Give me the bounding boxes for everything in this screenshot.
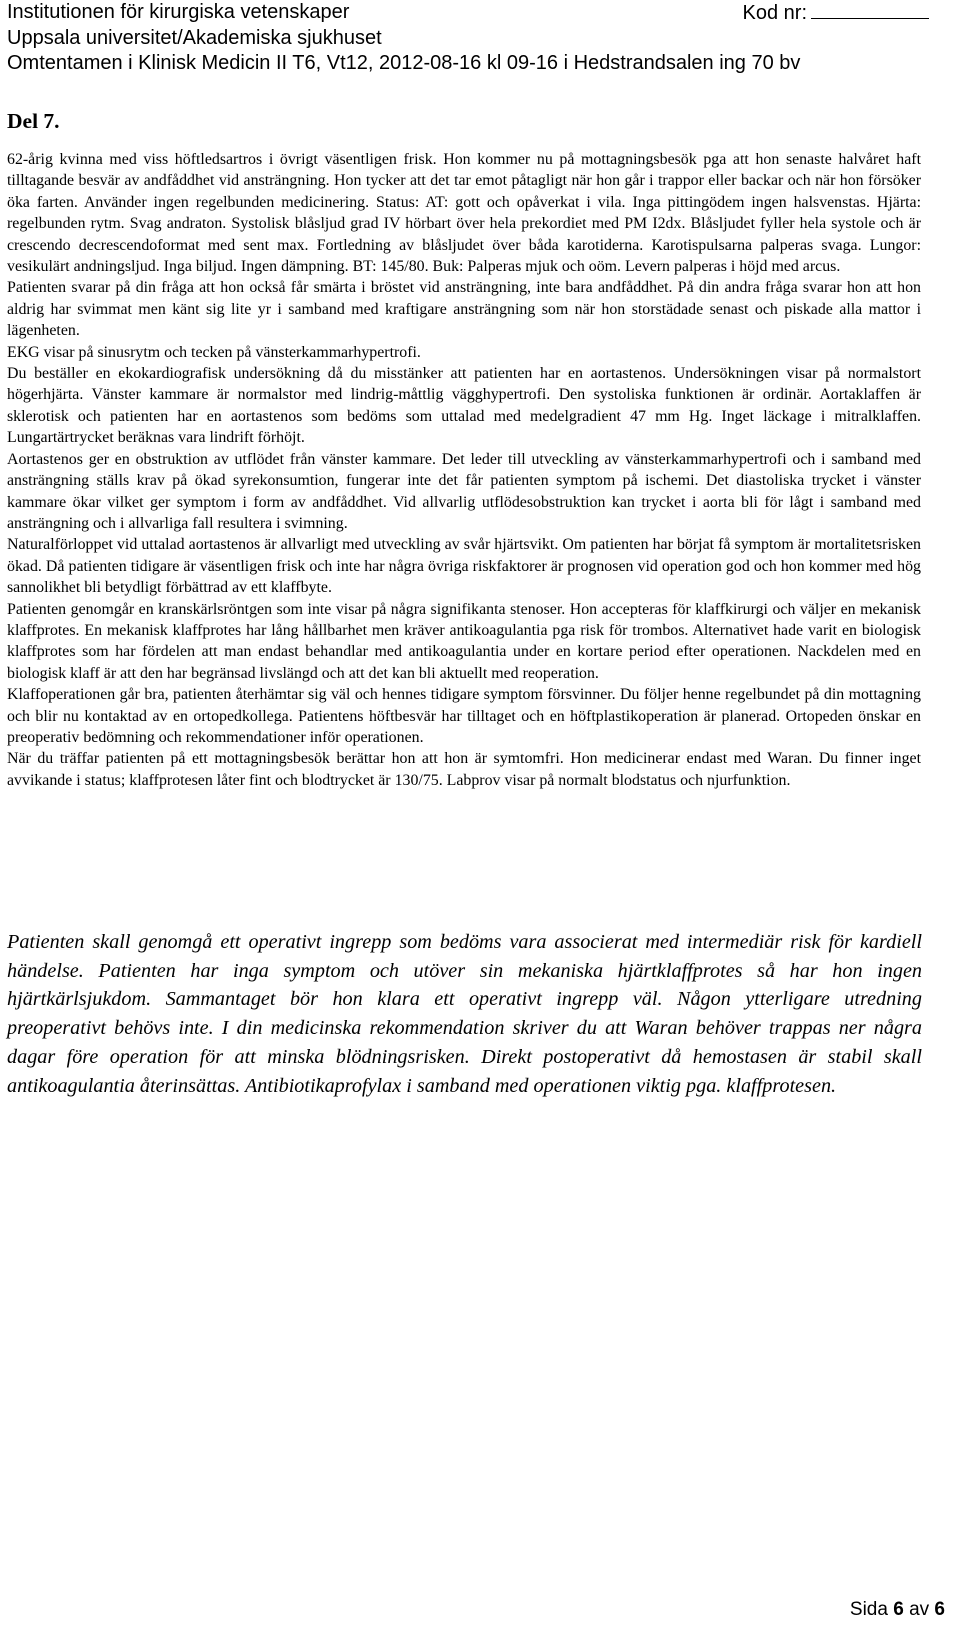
case-paragraph: När du träffar patienten på ett mottagningsbesök berättar hon att hon är symtomfri. Hon medicinerar endast med Waran. Du finner inget avvikande i status; klaffprotesen låter fint och blodtrycket är 130/75. Labprov visar på normalt blodstatus och njurfunktion. — [7, 750, 921, 789]
page-number — [850, 1598, 945, 1622]
page-label: Sida — [849, 1599, 888, 1620]
case-paragraph: Patienten svarar på din fråga att hon också får smärta i bröstet vid ansträngning, inte bara andfåddhet. På din andra fråga svarar hon att hon aldrig har svimmat men känt sig lite yr i samband med kraftigare ansträngning som när hon storstädade senast och piskade alla mattor i lägenheten. — [7, 279, 921, 340]
university-name: Uppsala universitet/Akademiska sjukhuset — [7, 26, 382, 49]
header-institution-line — [7, 0, 953, 26]
institution-name: Institutionen för kirurgiska vetenskaper — [7, 1, 350, 23]
code-number-blank — [811, 0, 929, 19]
current-page: 6 — [893, 1599, 904, 1620]
case-paragraph: Du beställer en ekokardiografisk undersökning då du misstänker att patienten har en aortastenos. Undersökningen visar på normalstort högerhjärta. Vänster kammare är normalstor med lindrig-måttlig vägghypertrofi. Den systoliska funktionen är ordinär. Aortaklaffen är sklerotisk och patienten har en aortastenos som bedöms som uttalad med medelgradient 47 mm Hg. Inget läckage i mitralklaffen. Lungartärtrycket beräknas vara lindrift förhöjt. — [7, 365, 921, 447]
case-paragraph: Patienten genomgår en kranskärlsröntgen som inte visar på några signifikanta stenoser. Hon accepteras för klaffkirurgi och väljer en mekanisk klaffprotes. En mekanisk klaffprotes har lång hållbarhet men kräver antikoagulantia pga risk för trombos. Alternativet hade varit en biologisk klaffprotes som har fördelen att man endast behandlar med antikoagulantia under en kortare period efter operationen. Nackdelen med en biologisk klaff är att den har begränsad livslängd och att det kan bli aktuellt med reoperation. — [7, 600, 921, 682]
case-paragraph: Naturalförloppet vid uttalad aortastenos är allvarligt med utveckling av svår hjärtsvikt. Om patienten har börjat få symptom är mortalitetsrisken ökad. Då patienten tidigare är väsentligen frisk och inte har några övriga riskfaktorer är prognosen vid operation god och hon kommer med hög sannolikhet bli betydligt förbättrad av ett klaffbyte. — [7, 536, 921, 597]
answer-text — [7, 928, 922, 1100]
case-paragraph: EKG visar på sinusrytm och tecken på vänsterkammarhypertrofi. — [7, 343, 421, 361]
page-separator: av — [909, 1599, 930, 1620]
code-number-field — [743, 0, 929, 27]
code-number-label: Kod nr: — [742, 2, 807, 24]
exam-info: Omtentamen i Klinisk Medicin II T6, Vt12, 2012-08-16 kl 09-16 i Hedstrandsalen ing 70 bv — [7, 52, 801, 74]
total-pages: 6 — [934, 1599, 945, 1620]
case-paragraph: 62-årig kvinna med viss höftledsartros i övrigt väsentligen frisk. Hon kommer nu på mottagningsbesök pga att hon senaste halvåret haft tilltagande besvär av andfåddhet vid ansträngning. Hon tycker att det tar emot påtagligt när hon går i trappor eller backar och när hon försöker öka farten. Använder ingen regelbunden medicinering. Status: AT: gott och opåverkat i vila. Inga pittingödem ingen halsvenstas. Hjärta: regelbunden rytm. Svag andraton. Systolisk blåsljud grad IV hörbart över hela prekordiet med PM I2dx. Blåsljudet fyller hela systole och är crescendo decrescendoformat med sent max. Fortledning av blåsljudet över båda karotiderna. Karotispulsarna palperas svaga. Lungor: vesikulärt andningsljud. Inga biljud. Ingen dämpning. BT: 145/80. Buk: Palperas mjuk och oöm. Levern palperas i höjd med arcus. — [7, 151, 921, 276]
case-description — [7, 149, 921, 791]
answer-paragraph: Patienten skall genomgå ett operativt ingrepp som bedöms vara associerat med intermediär risk för kardiell händelse. Patienten har inga symptom och utöver sin mekaniska hjärtklaffprotes så har hon ingen hjärtkärlsjukdom. Sammantaget bör hon klara ett operativt ingrepp väl. Någon ytterligare utredning preoperativt behövs inte. I din medicinska rekommendation skriver du att Waran behöver trappas ner några dagar före operation för att minska blödningsrisken. Direkt postoperativt då hemostasen är stabil skall antikoagulantia återinsättas. Antibiotikaprofylax i samband med operationen viktig pga. klaffprotesen. — [7, 931, 922, 1097]
page-header — [7, 0, 953, 77]
case-paragraph: Aortastenos ger en obstruktion av utflödet från vänster kammare. Det leder till utveckling av vänsterkammarhypertrofi och i samband med ansträngning ställs krav på ökad syrekonsumtion, fungerar inte det får patienten symptom på ischemi. Det diastoliska trycket i vänster kammare ökar vilket ger symptom i form av andfåddhet. Vid allvarlig utflödesobstruktion kan trycket i aorta bli för lågt i samband med ansträngning och i allvarliga fall resultera i svimning. — [7, 450, 921, 532]
case-paragraph: Klaffoperationen går bra, patienten återhämtar sig väl och hennes tidigare symptom försvinner. Du följer henne regelbundet på din mottagning och blir nu kontaktad av en ortopedkollega. Patientens höftbesvär har tilltaget och en höftplastikoperation är planerad. Ortopeden önskar en preoperativ bedömning och rekommendationer inför operationen. — [7, 686, 921, 746]
section-title: Del 7. — [7, 109, 60, 133]
